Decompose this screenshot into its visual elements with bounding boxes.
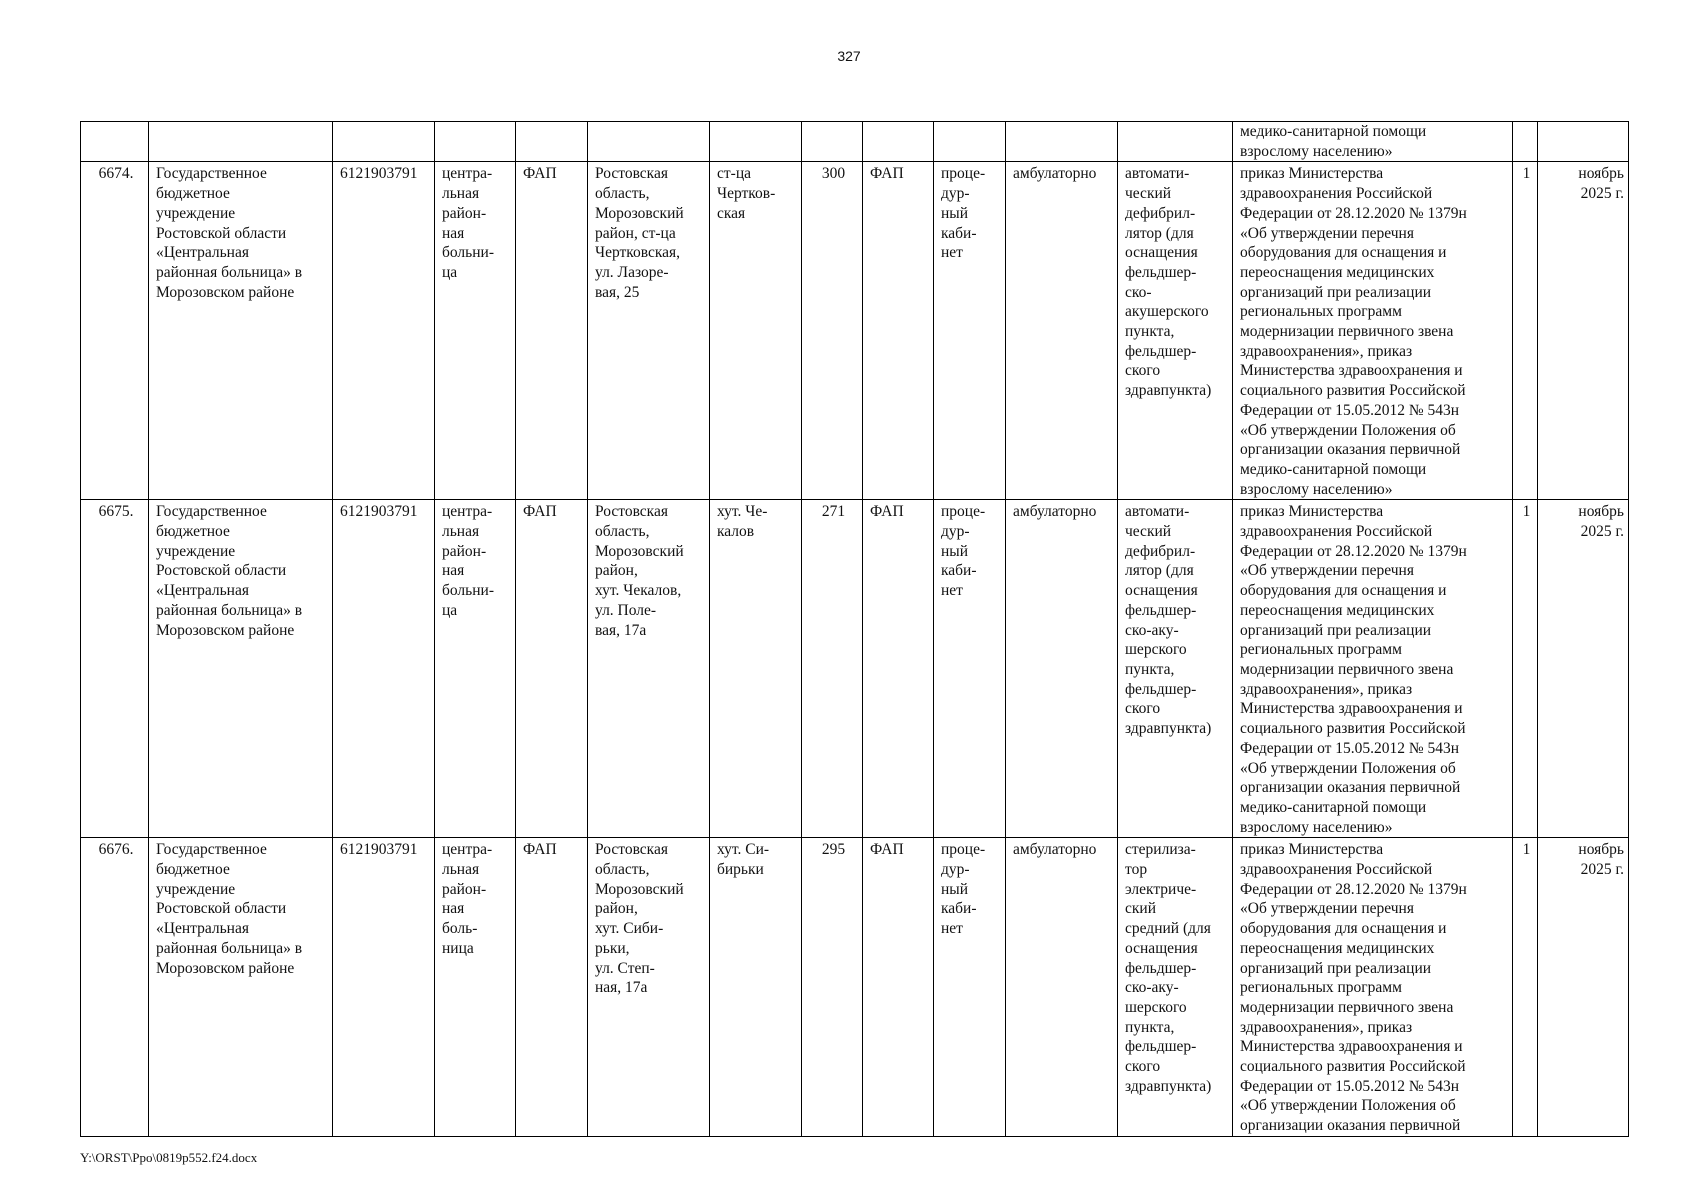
institution-cell: Государственное бюджетное учреждение Ростовской области «Центральная районная больница» в Морозовском районе bbox=[149, 838, 333, 1137]
condition-cell: амбулаторно bbox=[1006, 838, 1118, 1137]
room-cell: проце- дур- ный каби- нет bbox=[934, 162, 1006, 500]
row-number: 6676. bbox=[81, 838, 149, 1137]
table-row bbox=[81, 162, 1629, 500]
equipment-cell: автомати- ческий дефибрил- лятор (для оснащения фельдшер- ско-аку- шерского пункта, фельдшер- ского здравпункта) bbox=[1118, 500, 1233, 838]
date-cell: ноябрь 2025 г. bbox=[1538, 162, 1629, 500]
population-cell: 271 bbox=[802, 500, 863, 838]
condition-cell: амбулаторно bbox=[1006, 500, 1118, 838]
quantity-cell: 1 bbox=[1513, 838, 1538, 1137]
continuation-row bbox=[81, 122, 1629, 162]
type-cell: центра- льная район- ная боль- ница bbox=[435, 838, 516, 1137]
row-number: 6675. bbox=[81, 500, 149, 838]
address-cell: Ростовская область, Морозовский район, хут. Чекалов, ул. Поле- вая, 17а bbox=[588, 500, 710, 838]
unit-cell: ФАП bbox=[516, 162, 588, 500]
register-table bbox=[80, 121, 1629, 1137]
equipment-cell: автомати- ческий дефибрил- лятор (для оснащения фельдшер- ско- акушерского пункта, фельдшер- ского здравпункта) bbox=[1118, 162, 1233, 500]
address-cell: Ростовская область, Морозовский район, хут. Сиби- рьки, ул. Степ- ная, 17а bbox=[588, 838, 710, 1137]
date-cell: ноябрь 2025 г. bbox=[1538, 838, 1629, 1137]
unit-cell: ФАП bbox=[516, 500, 588, 838]
inn-cell: 6121903791 bbox=[333, 162, 435, 500]
population-cell: 300 bbox=[802, 162, 863, 500]
settlement-cell: хут. Си- бирьки bbox=[710, 838, 802, 1137]
unit2-cell: ФАП bbox=[863, 838, 934, 1137]
quantity-cell: 1 bbox=[1513, 500, 1538, 838]
table-row bbox=[81, 500, 1629, 838]
inn-cell: 6121903791 bbox=[333, 500, 435, 838]
settlement-cell: хут. Че- калов bbox=[710, 500, 802, 838]
population-cell: 295 bbox=[802, 838, 863, 1137]
basis-cell: приказ Министерства здравоохранения Российской Федерации от 28.12.2020 № 1379н «Об утверждении перечня оборудования для оснащения и переоснащения медицинских организаций при реализации региональных программ модернизации первичного звена здравоохранения», приказ Министерства здравоохранения и социального развития Российской Федерации от 15.05.2012 № 543н «Об утверждении Положения об организации оказания первичной медико-санитарной помощи взрослому населению» bbox=[1233, 500, 1513, 838]
unit2-cell: ФАП bbox=[863, 500, 934, 838]
basis-cell: приказ Министерства здравоохранения Российской Федерации от 28.12.2020 № 1379н «Об утверждении перечня оборудования для оснащения и переоснащения медицинских организаций при реализации региональных программ модернизации первичного звена здравоохранения», приказ Министерства здравоохранения и социального развития Российской Федерации от 15.05.2012 № 543н «Об утверждении Положения об организации оказания первичной медико-санитарной помощи взрослому населению» bbox=[1233, 162, 1513, 500]
basis-cell: приказ Министерства здравоохранения Российской Федерации от 28.12.2020 № 1379н «Об утверждении перечня оборудования для оснащения и переоснащения медицинских организаций при реализации региональных программ модернизации первичного звена здравоохранения», приказ Министерства здравоохранения и социального развития Российской Федерации от 15.05.2012 № 543н «Об утверждении Положения об организации оказания первичной bbox=[1233, 838, 1513, 1137]
institution-cell: Государственное бюджетное учреждение Ростовской области «Центральная районная больница» в Морозовском районе bbox=[149, 500, 333, 838]
type-cell: центра- льная район- ная больни- ца bbox=[435, 162, 516, 500]
row-number: 6674. bbox=[81, 162, 149, 500]
address-cell: Ростовская область, Морозовский район, ст-ца Чертковская, ул. Лазоре- вая, 25 bbox=[588, 162, 710, 500]
unit-cell: ФАП bbox=[516, 838, 588, 1137]
date-cell: ноябрь 2025 г. bbox=[1538, 500, 1629, 838]
institution-cell: Государственное бюджетное учреждение Ростовской области «Центральная районная больница» в Морозовском районе bbox=[149, 162, 333, 500]
settlement-cell: ст-ца Чертков- ская bbox=[710, 162, 802, 500]
type-cell: центра- льная район- ная больни- ца bbox=[435, 500, 516, 838]
equipment-cell: стерилиза- тор электриче- ский средний (для оснащения фельдшер- ско-аку- шерского пункта, фельдшер- ского здравпункта) bbox=[1118, 838, 1233, 1137]
condition-cell: амбулаторно bbox=[1006, 162, 1118, 500]
basis-cell: медико-санитарной помощи взрослому населению» bbox=[1233, 122, 1513, 162]
unit2-cell: ФАП bbox=[863, 162, 934, 500]
room-cell: проце- дур- ный каби- нет bbox=[934, 838, 1006, 1137]
file-path-footer: Y:\ORST\Ppo\0819p552.f24.docx bbox=[80, 1150, 258, 1165]
room-cell: проце- дур- ный каби- нет bbox=[934, 500, 1006, 838]
table-row bbox=[81, 838, 1629, 1137]
inn-cell: 6121903791 bbox=[333, 838, 435, 1137]
page-number: 327 bbox=[837, 48, 861, 64]
quantity-cell: 1 bbox=[1513, 162, 1538, 500]
